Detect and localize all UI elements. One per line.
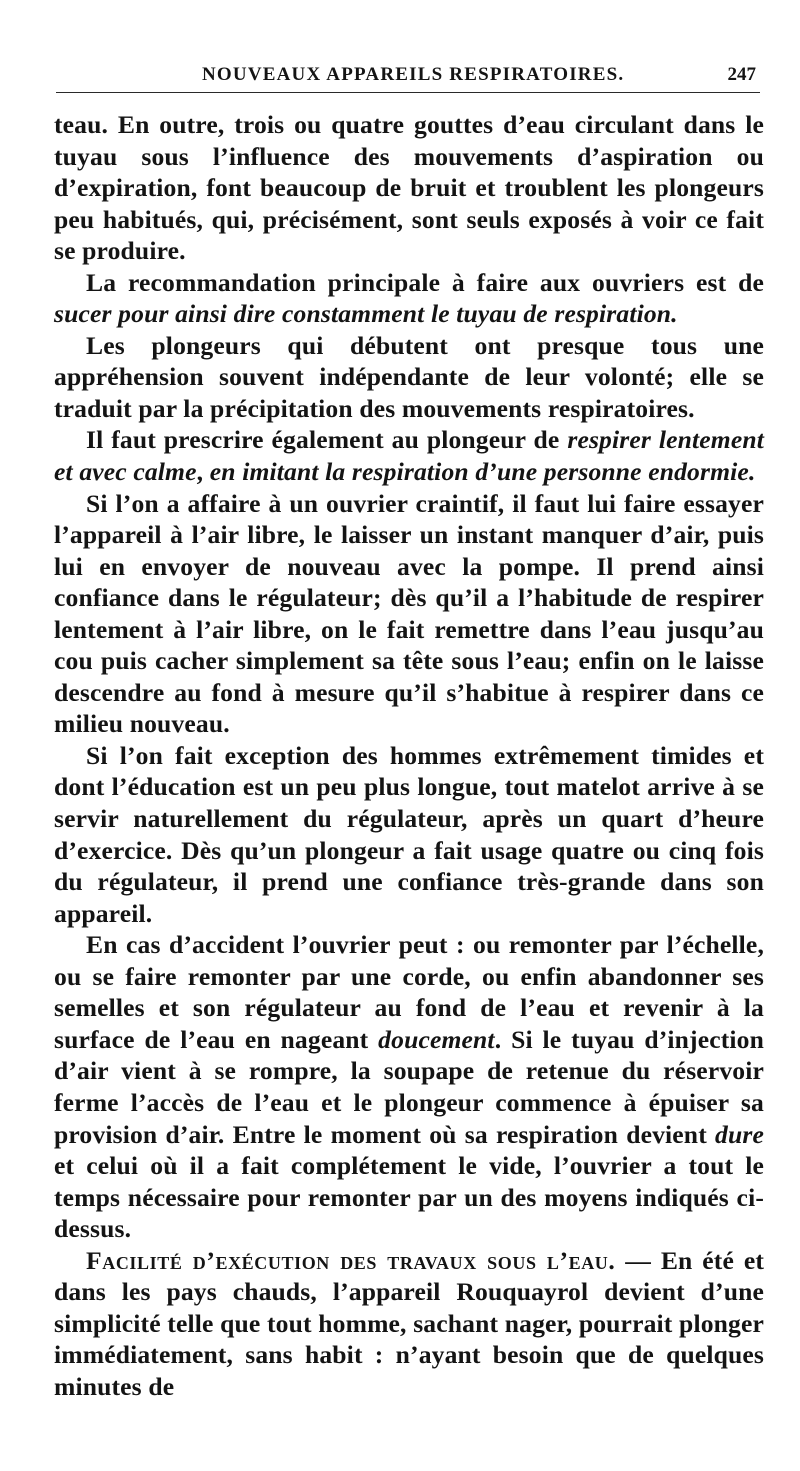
- paragraph-continuation: [54, 109, 764, 267]
- paragraph-fearful-worker: [54, 488, 764, 740]
- emphasis-text: dure: [715, 1119, 764, 1149]
- paragraph-recommendation: [54, 267, 764, 330]
- emphasis-text: respirer lentement et avec calme: [54, 425, 765, 487]
- paragraph-text: — En été et dans les pays chauds, l’appareil Rouquayrol devient d’une simplicité telle que tout homme, sachant nager, pourrait plonger immédiatement, sans habit : n’ayant besoin que de quelques minutes de: [54, 1245, 765, 1401]
- running-title: NOUVEAUX APPAREILS RESPIRATOIRES.: [202, 64, 625, 85]
- paragraph-beginners: [54, 330, 764, 425]
- page-header: [56, 62, 760, 93]
- paragraph-training: [54, 740, 764, 929]
- paragraph-text: ,: [196, 457, 210, 487]
- paragraph-text: teau. En outre, trois ou quatre gouttes d’eau circulant dans le tuyau sous l’influence des mouvements d’aspiration ou d’expiration, font beaucoup de bruit et troublent les plongeurs peu habitués, qui, précisément, sont seuls exposés à voir ce fait se produire.: [54, 110, 764, 266]
- paragraph-text: Les plongeurs qui débutent ont presque tous une appréhension souvent indépendante de leur volonté; elle se traduit par la précipitation des mouvements respiratoires.: [54, 330, 764, 423]
- paragraph-text: Si l’on fait exception des hommes extrêmement timides et dont l’éducation est un peu plus longue, tout matelot arrive à se servir naturellement du régulateur, après un quart d’heure d’exercice. Dès qu’un plongeur a fait usage quatre ou cinq fois du régulateur, il prend une confiance très-grande dans son appareil.: [54, 740, 764, 928]
- paragraph-text: La recommandation principale à faire aux ouvriers est de: [86, 267, 764, 297]
- body-text: [54, 109, 764, 1402]
- paragraph-text: Si l’on a affaire à un ouvrier craintif, il faut lui faire essayer l’appareil à l’air libre, le laisser un instant manquer d’air, puis lui en envoyer de nouveau avec la pompe. Il prend ainsi confiance dans le régulateur; dès qu’il a l’habitude de respirer lentement à l’air libre, on le fait remettre dans l’eau jusqu’au cou puis cacher simplement sa tête sous l’eau; enfin on le laisse descendre au fond à mesure qu’il s’habitue à respirer dans ce milieu nouveau.: [54, 488, 764, 739]
- page-number: 247: [727, 64, 756, 85]
- paragraph-section-facilite: [54, 1245, 764, 1403]
- section-heading: Facilité d’exécution des travaux sous l’eau.: [86, 1245, 616, 1275]
- emphasis-text: doucement: [378, 1024, 495, 1054]
- paragraph-accident: [54, 929, 764, 1244]
- emphasis-text: sucer pour ainsi dire constamment le tuyau de respiration.: [54, 299, 678, 329]
- paragraph-breathing: [54, 424, 764, 487]
- paragraph-text: et celui où il a fait complétement le vide, l’ouvrier a tout le temps nécessaire pour remonter par un des moyens indiqués ci-dessus.: [54, 1151, 764, 1244]
- paragraph-text: En cas d’accident l’ouvrier peut : ou remonter par l’échelle, ou se faire remonter par une corde, ou enfin abandonner ses semelles et son régulateur au fond de l’eau et revenir à la surface de l’eau en nageant: [54, 930, 764, 1054]
- emphasis-text: en imitant la respiration d’une personne endormie.: [209, 457, 756, 487]
- paragraph-text: . Si le tuyau d’injection d’air vient à se rompre, la soupape de retenue du réservoir ferme l’accès de l’eau et le plongeur commence à épuiser sa provision d’air. Entre le moment où sa respiration devient: [54, 1024, 764, 1149]
- paragraph-text: Il faut prescrire également au plongeur de: [86, 425, 568, 455]
